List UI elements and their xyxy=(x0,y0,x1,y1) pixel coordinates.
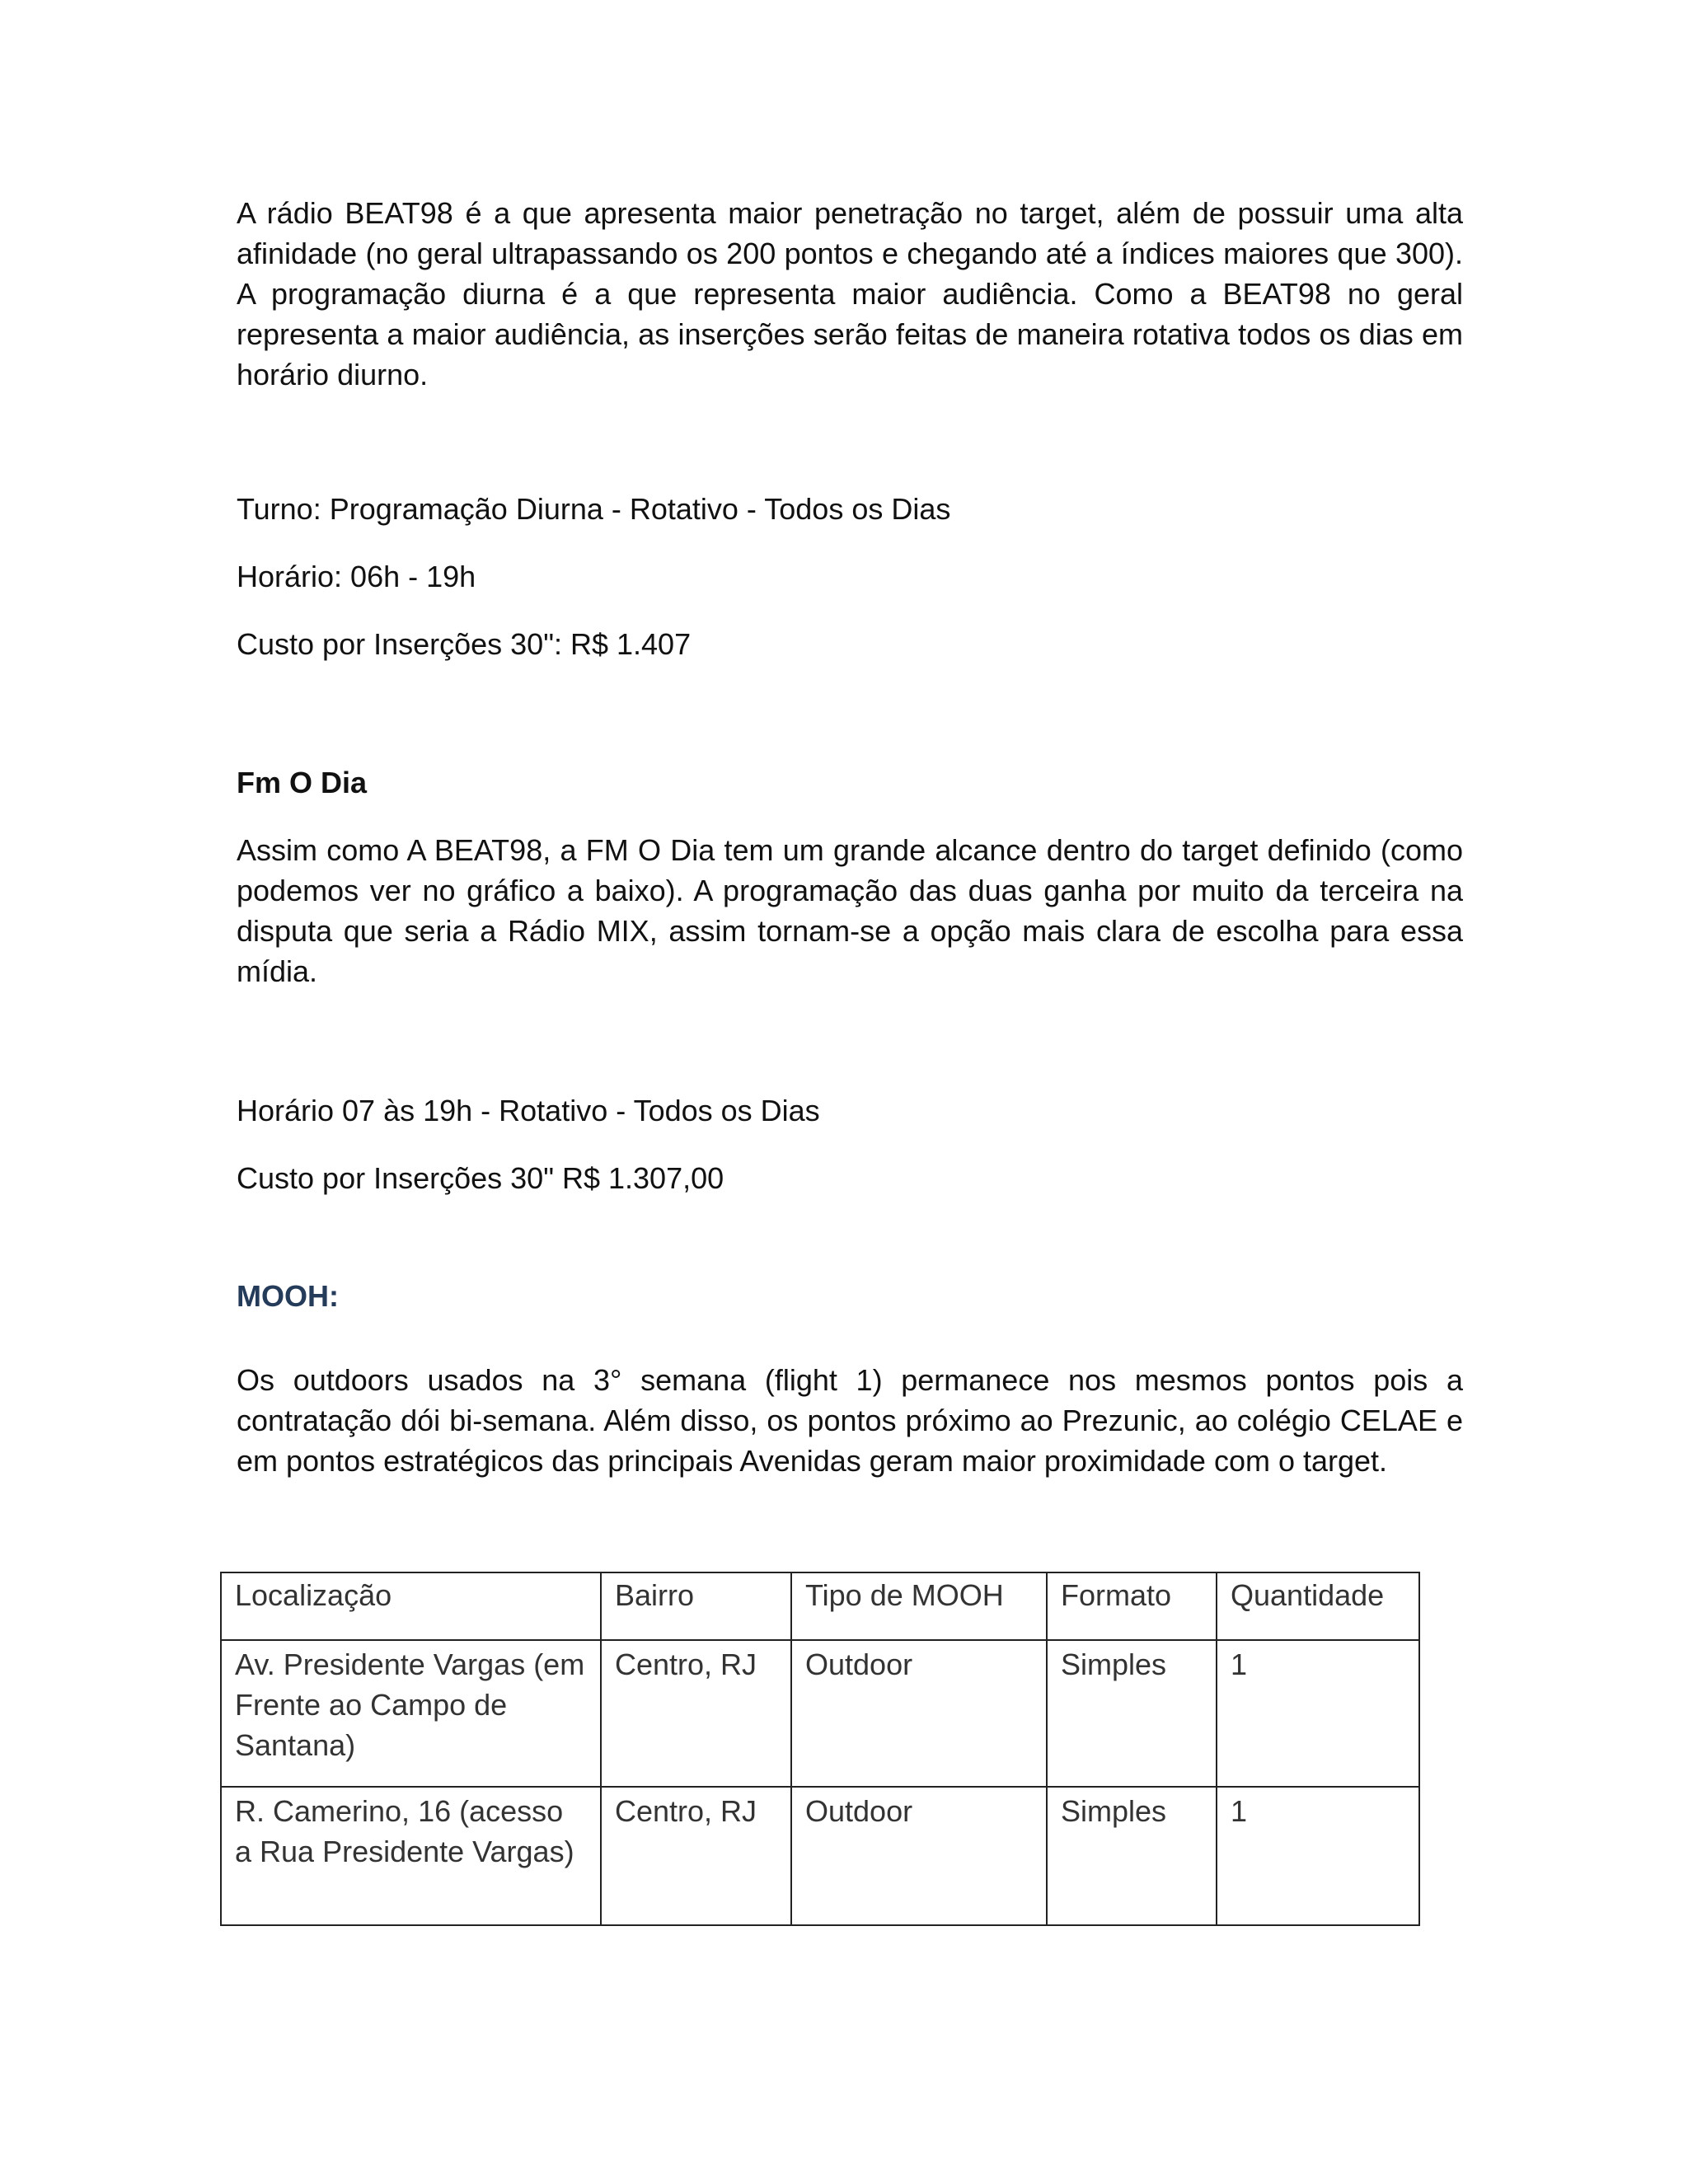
header-bairro: Bairro xyxy=(601,1572,791,1640)
cell-bairro: Centro, RJ xyxy=(601,1640,791,1787)
fm-o-dia-heading: Fm O Dia xyxy=(237,766,368,799)
header-localizacao: Localização xyxy=(221,1572,601,1640)
cell-formato: Simples xyxy=(1047,1787,1217,1925)
cell-tipo: Outdoor xyxy=(791,1640,1047,1787)
table-row xyxy=(221,1640,1419,1787)
fm-custo-line: Custo por Inserções 30" R$ 1.307,00 xyxy=(237,1161,724,1195)
beat98-horario-line: Horário: 06h - 19h xyxy=(237,560,476,593)
mooh-paragraph: Os outdoors usados na 3° semana (flight 1) permanece nos mesmos pontos pois a contratação dói bi-semana. Além disso, os pontos próximo ao Prezunic, ao colégio CELAE e em pontos estratégicos das principais Avenidas geram maior proximidade com o target. xyxy=(237,1363,1463,1478)
mooh-heading: MOOH: xyxy=(237,1279,339,1313)
table-header-row xyxy=(221,1572,1419,1640)
fm-o-dia-paragraph: Assim como A BEAT98, a FM O Dia tem um grande alcance dentro do target definido (como podemos ver no gráfico a baixo). A programação das duas ganha por muito da terceira na disputa que seria a Rádio MIX, assim tornam-se a opção mais clara de escolha para essa mídia. xyxy=(237,833,1463,988)
header-tipo-mooh: Tipo de MOOH xyxy=(791,1572,1047,1640)
beat98-custo-line: Custo por Inserções 30": R$ 1.407 xyxy=(237,627,692,661)
header-quantidade: Quantidade xyxy=(1217,1572,1419,1640)
cell-formato: Simples xyxy=(1047,1640,1217,1787)
cell-localizacao: Av. Presidente Vargas (em Frente ao Campo de Santana) xyxy=(221,1640,601,1787)
mooh-table xyxy=(220,1572,1420,1926)
cell-quantidade: 1 xyxy=(1217,1787,1419,1925)
cell-tipo: Outdoor xyxy=(791,1787,1047,1925)
fm-horario-line: Horário 07 às 19h - Rotativo - Todos os Dias xyxy=(237,1094,820,1127)
beat98-turno-line: Turno: Programação Diurna - Rotativo - Todos os Dias xyxy=(237,492,951,526)
cell-localizacao: R. Camerino, 16 (acesso a Rua Presidente Vargas) xyxy=(221,1787,601,1925)
beat98-intro-paragraph: A rádio BEAT98 é a que apresenta maior penetração no target, além de possuir uma alta afinidade (no geral ultrapassando os 200 pontos e chegando até a índices maiores que 300). A programação diurna é a que representa maior audiência. Como a BEAT98 no geral representa a maior audiência, as inserções serão feitas de maneira rotativa todos os dias em horário diurno. xyxy=(237,196,1463,391)
header-formato: Formato xyxy=(1047,1572,1217,1640)
cell-bairro: Centro, RJ xyxy=(601,1787,791,1925)
table-row xyxy=(221,1787,1419,1925)
cell-quantidade: 1 xyxy=(1217,1640,1419,1787)
